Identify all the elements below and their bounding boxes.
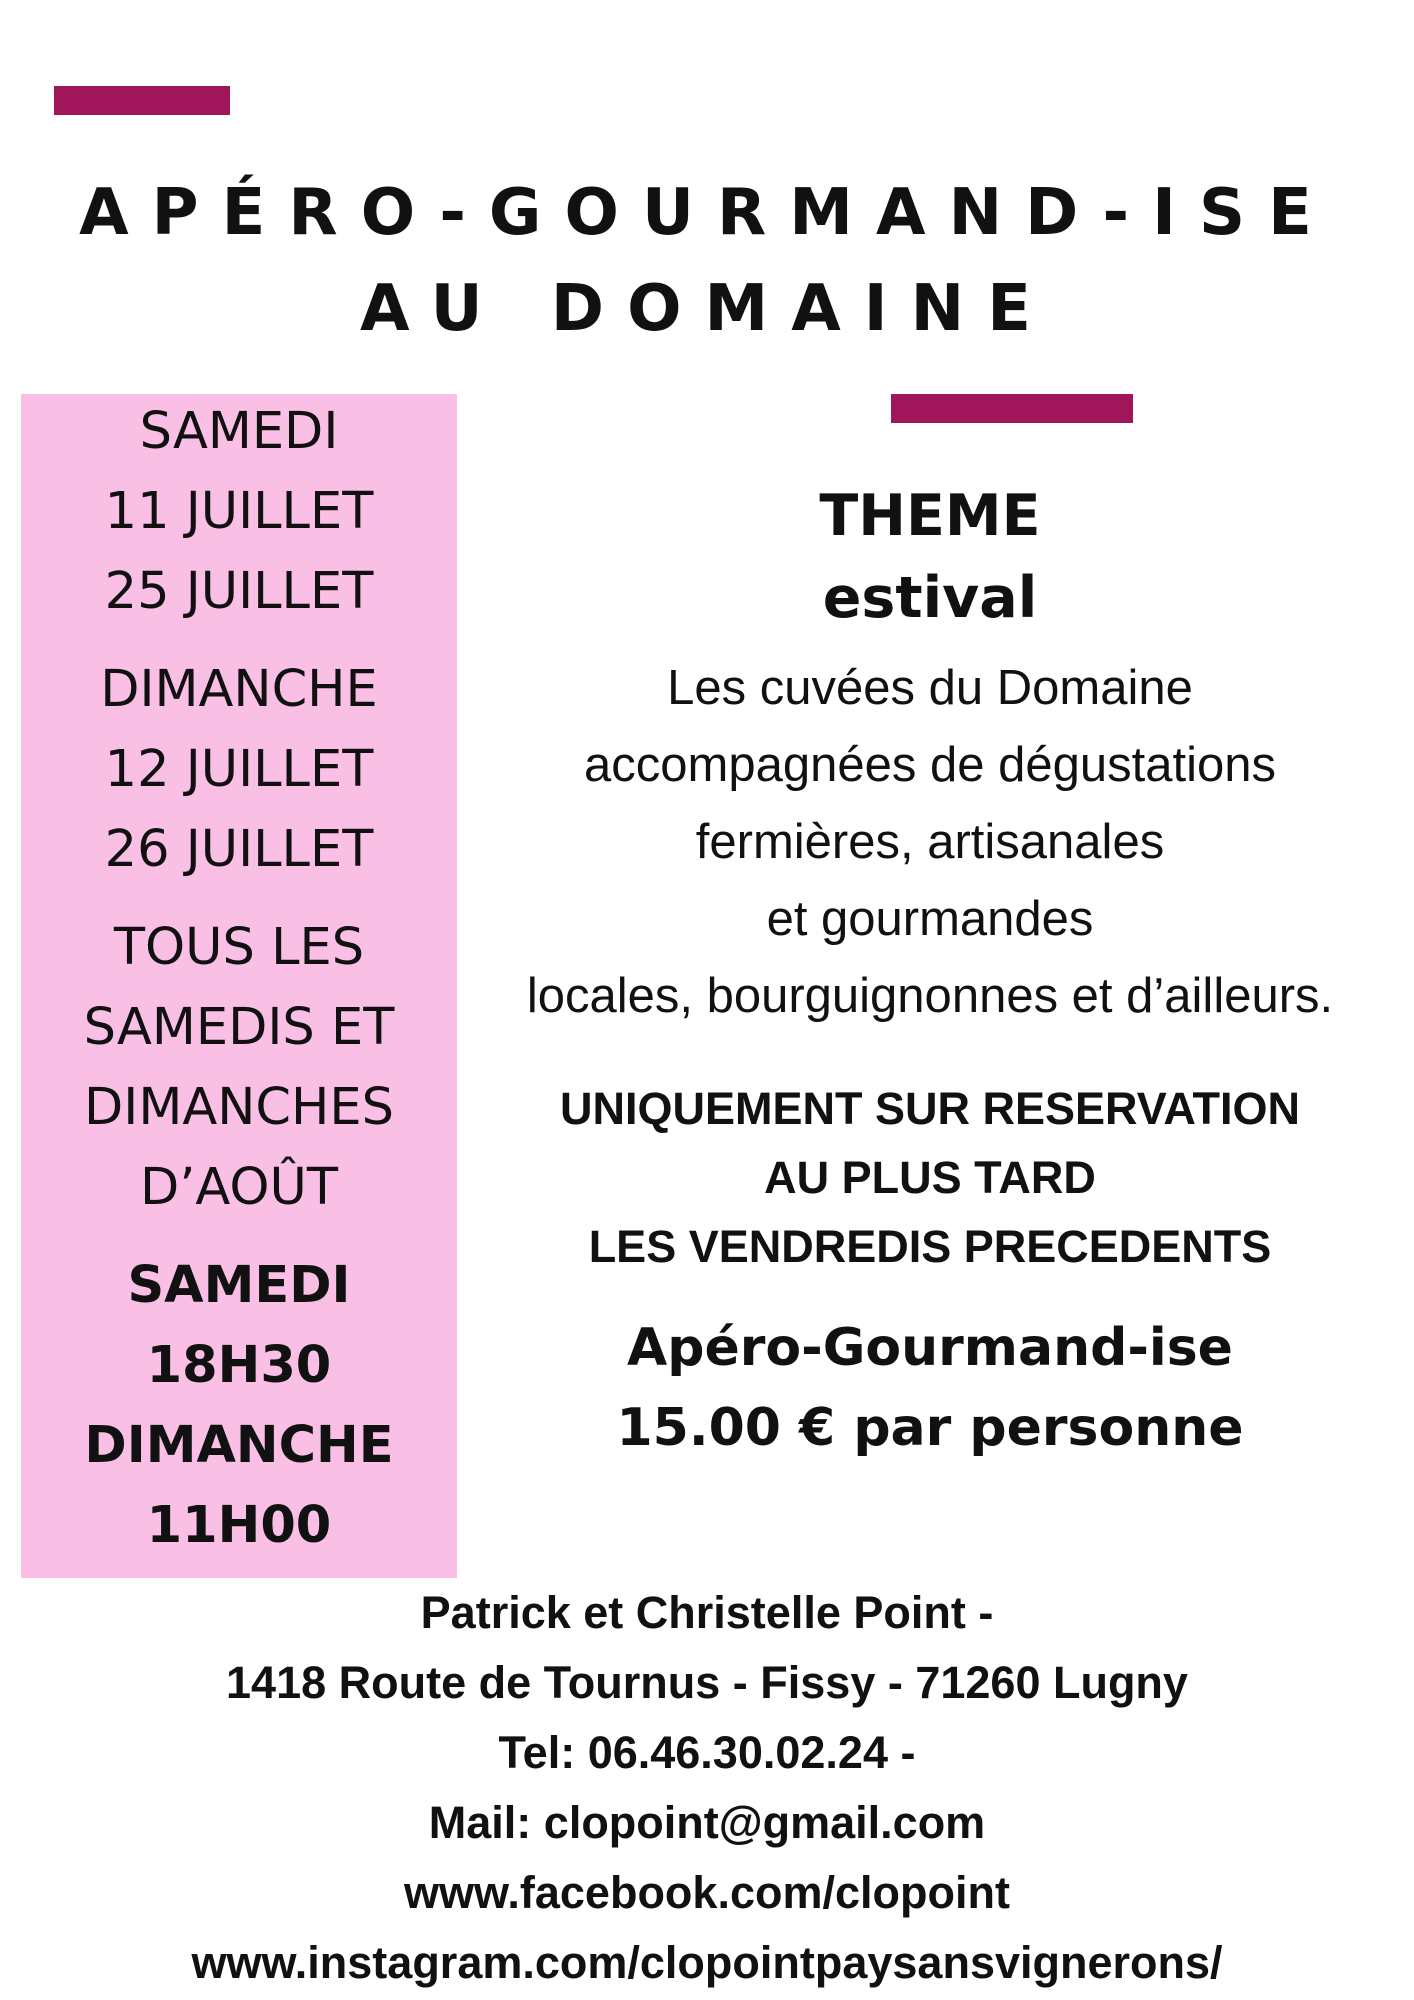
schedule-time-day: SAMEDI [127, 1256, 351, 1315]
schedule-august-line: SAMEDIS ET [83, 998, 395, 1057]
schedule-sunday-label: DIMANCHE [100, 660, 378, 719]
contact-email: Mail: clopoint@gmail.com [428, 1797, 986, 1848]
schedule-time: 18H30 [146, 1336, 332, 1395]
page-title: APÉRO-GOURMAND-ISE [79, 176, 1335, 250]
theme-description-line: accompagnées de dégustations [584, 738, 1276, 792]
page-subtitle: AU DOMAINE [359, 272, 1055, 346]
schedule-saturday-date: 11 JUILLET [104, 482, 374, 541]
price-name: Apéro-Gourmand-ise [627, 1318, 1233, 1378]
reservation-line: LES VENDREDIS PRECEDENTS [588, 1221, 1272, 1272]
facebook-link: www.facebook.com/clopoint [404, 1867, 1010, 1918]
schedule-sunday-date: 12 JUILLET [104, 740, 374, 799]
reservation-line: UNIQUEMENT SUR RESERVATION [559, 1083, 1301, 1134]
theme-description-line: Les cuvées du Domaine [667, 661, 1193, 715]
schedule-saturday-date: 25 JUILLET [104, 562, 374, 621]
schedule-time: 11H00 [146, 1496, 332, 1555]
contact-address: 1418 Route de Tournus - Fissy - 71260 Lugny [226, 1657, 1188, 1708]
schedule-august-line: D’AOÛT [139, 1158, 339, 1217]
accent-bar-middle [891, 394, 1133, 423]
price-amount: 15.00 € par personne [616, 1398, 1244, 1458]
accent-bar-top [54, 86, 230, 115]
instagram-link: www.instagram.com/clopointpaysansvignerons/ [191, 1937, 1223, 1988]
reservation-line: AU PLUS TARD [764, 1152, 1096, 1203]
theme-description-line: et gourmandes [766, 892, 1094, 946]
theme-label: THEME [819, 483, 1041, 549]
theme-description-line: fermières, artisanales [695, 815, 1165, 869]
schedule-panel [21, 394, 457, 1578]
theme-description-line: locales, bourguignonnes et d’ailleurs. [526, 969, 1334, 1023]
schedule-sunday-date: 26 JUILLET [104, 820, 374, 879]
schedule-saturday-label: SAMEDI [139, 402, 339, 461]
schedule-time-day: DIMANCHE [84, 1416, 394, 1475]
contact-phone: Tel: 06.46.30.02.24 - [498, 1727, 916, 1778]
schedule-august-line: DIMANCHES [84, 1078, 394, 1137]
contact-names: Patrick et Christelle Point - [420, 1587, 994, 1638]
theme-value: estival [822, 565, 1038, 631]
schedule-august-line: TOUS LES [113, 918, 365, 977]
